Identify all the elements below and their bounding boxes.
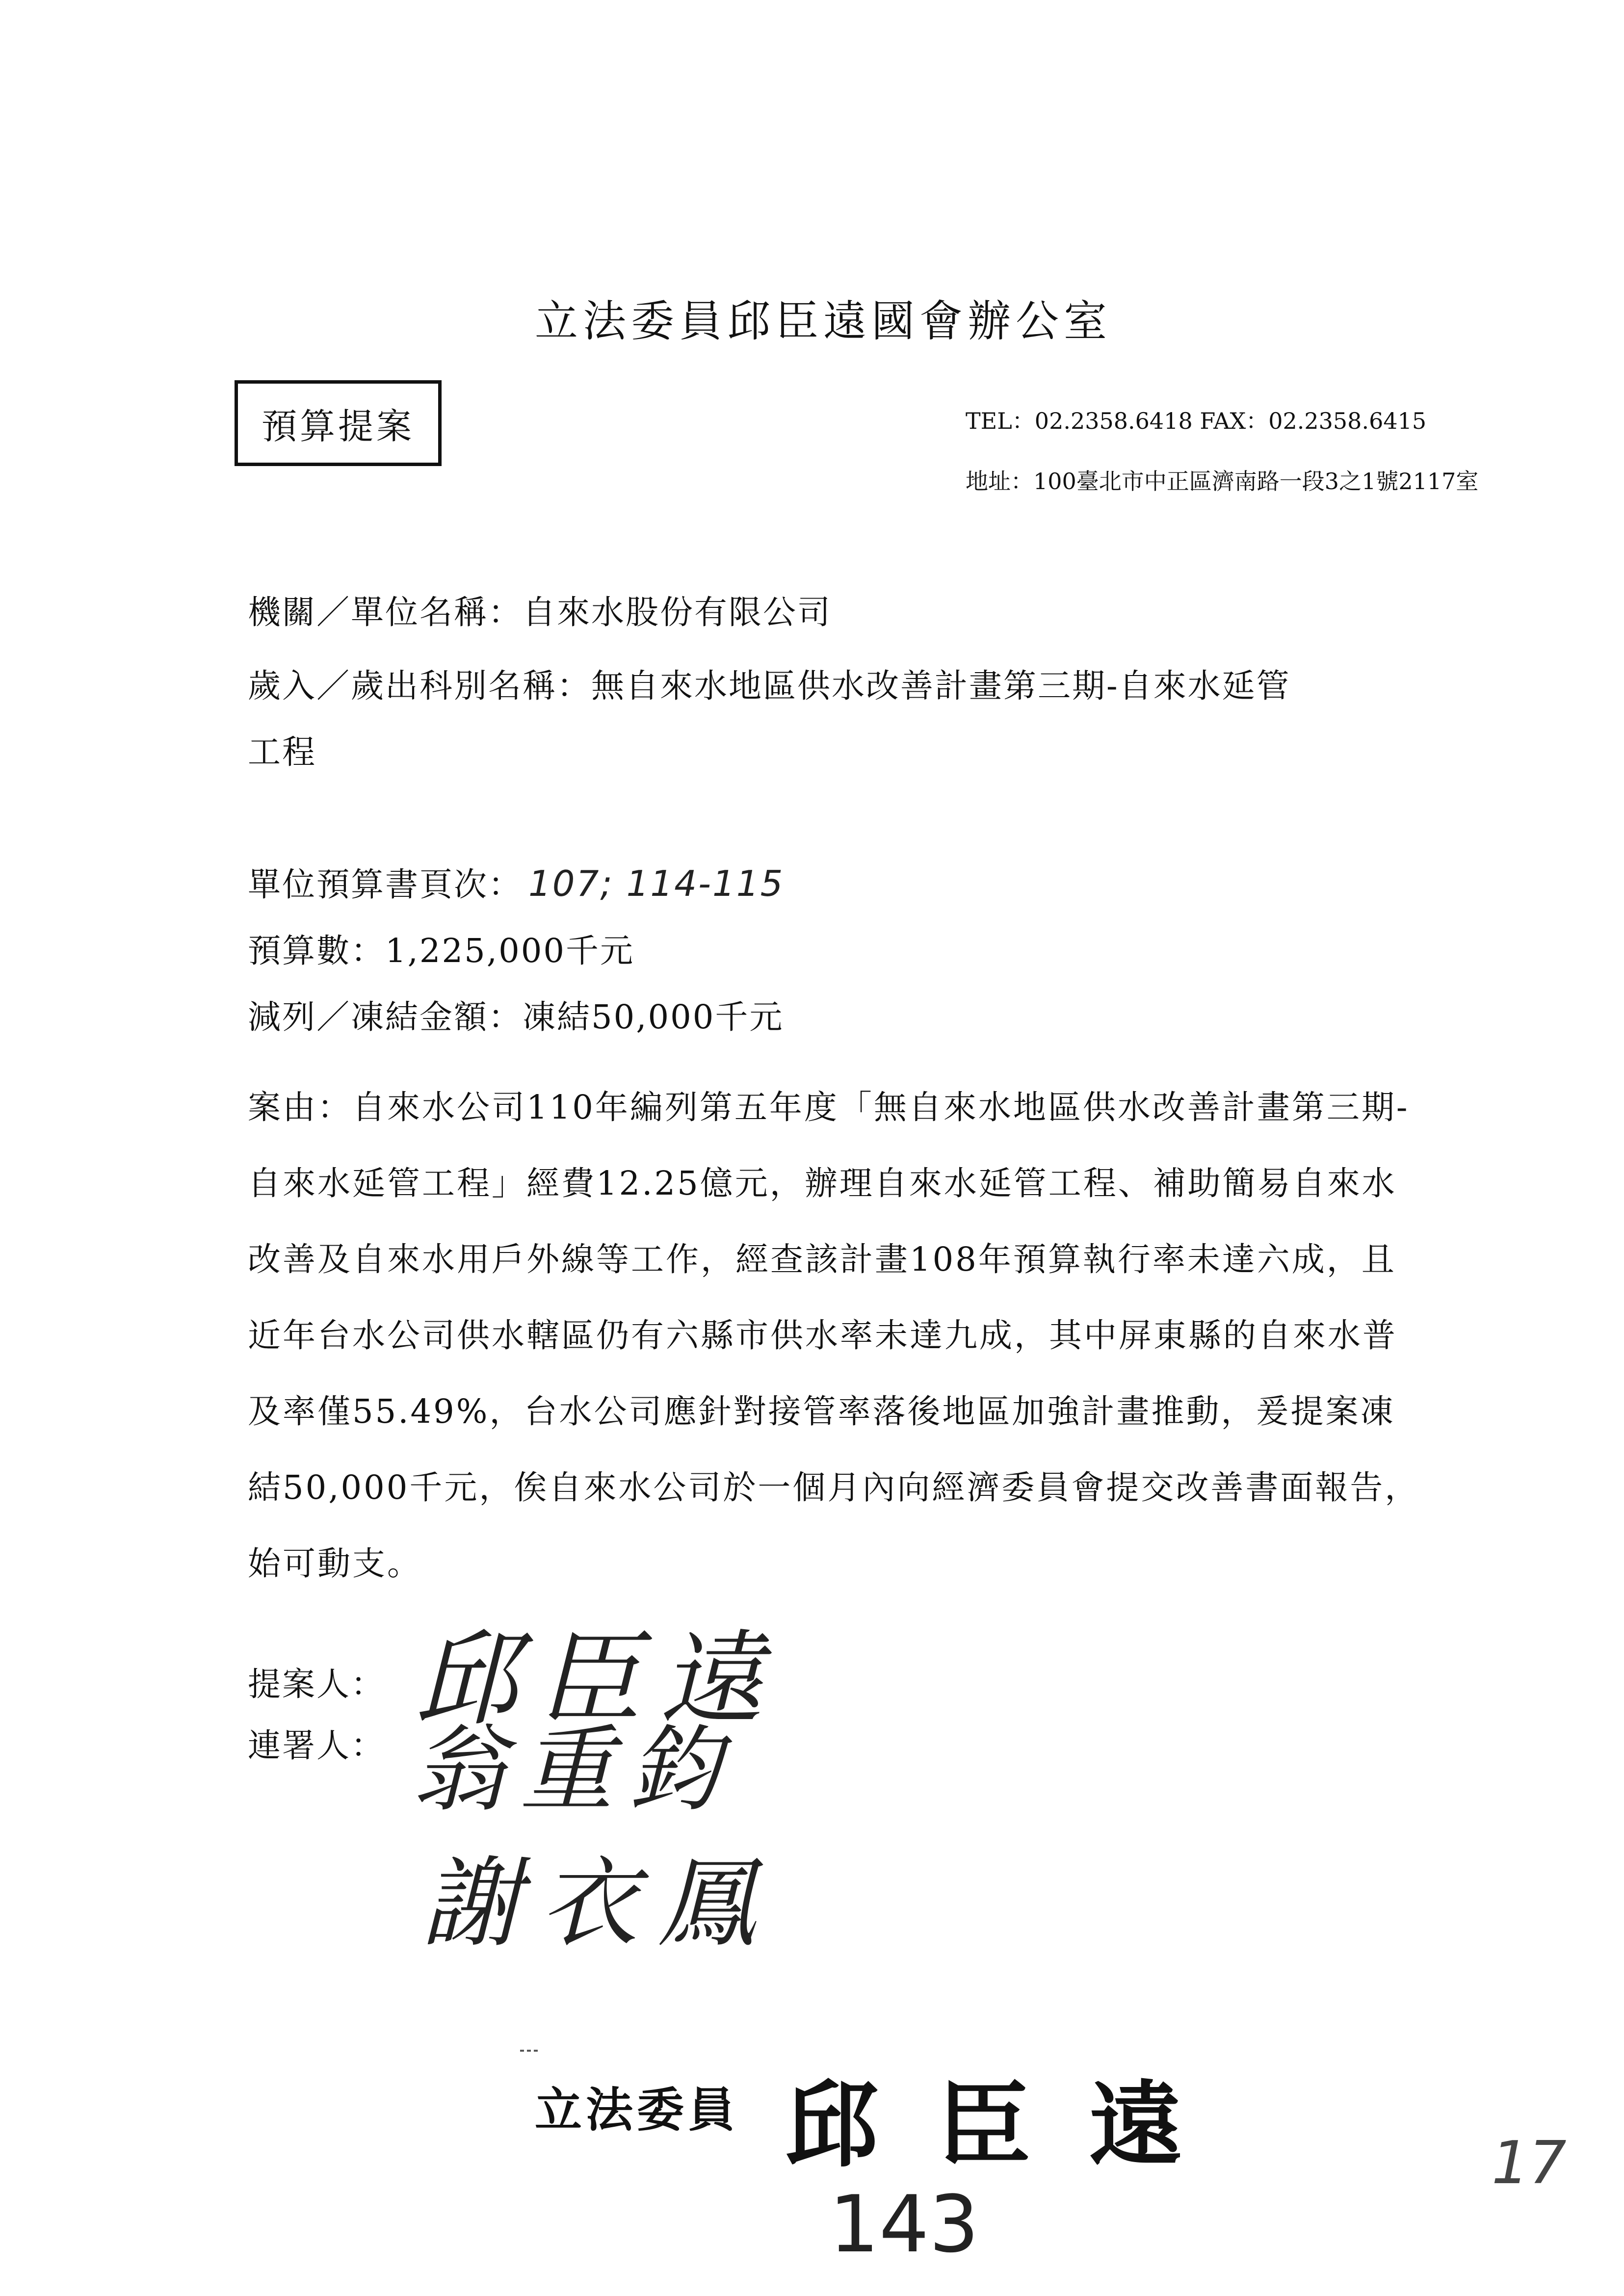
corner-number-handwritten: 17 [1492, 2129, 1567, 2197]
seal-stamp-name: 邱臣遠 [785, 2070, 1242, 2180]
contact-line: TEL：02.2358.6418 FAX：02.2358.6415 [966, 408, 1427, 434]
budget-page-handwritten: 107; 114-115 [528, 863, 785, 904]
document-type-label: 預算提案 [261, 405, 415, 447]
cosigner-signature-2: 謝衣鳳 [422, 1847, 776, 1961]
page-number-handwritten: 143 [829, 2178, 979, 2270]
budget-item-line-2: 工程 [248, 733, 316, 771]
budget-amount-line: 預算數：1,225,000千元 [248, 932, 634, 970]
scan-mark [520, 2048, 540, 2053]
reason-paragraph: 案由：自來水公司110年編列第五年度「無自來水地區供水改善計畫第三期-自來水延管工程」經費12.25億元，辦理自來水延管工程、補助簡易自來水改善及自來水用戶外線等工作，經查該計畫108年預算執行率未達六成，且近年台水公司供水轄區仍有六縣市供水率未達九成，其中屏東縣的自來水普及率僅55.49%，台水公司應針對接管率落後地區加強計畫推動，爰提案凍結50,000千元，俟自來水公司於一個月內向經濟委員會提交改善書面報告，始可動支。 [248, 1088, 1420, 1583]
cosigner-signature-1: 翁重鈞 [412, 1716, 736, 1824]
agency-line: 機關／單位名稱：自來水股份有限公司 [248, 593, 832, 631]
budget-page-line [248, 859, 784, 906]
proposer-label: 提案人： [248, 1665, 385, 1703]
budget-page-label: 單位預算書頁次： [248, 865, 523, 904]
budget-item-line-1: 歲入／歲出科別名稱：無自來水地區供水改善計畫第三期-自來水延管 [248, 667, 1291, 705]
seal-label: 立法委員 [535, 2082, 739, 2138]
document-type-box [235, 380, 442, 466]
freeze-amount-line: 減列／凍結金額：凍結50,000千元 [248, 998, 784, 1036]
cosigner-label: 連署人： [248, 1726, 385, 1765]
office-title: 立法委員邱臣遠國會辦公室 [535, 296, 1112, 346]
proposer-signature: 邱臣遠 [415, 1619, 783, 1740]
address-line: 地址：100臺北市中正區濟南路一段3之1號2117室 [966, 468, 1479, 495]
